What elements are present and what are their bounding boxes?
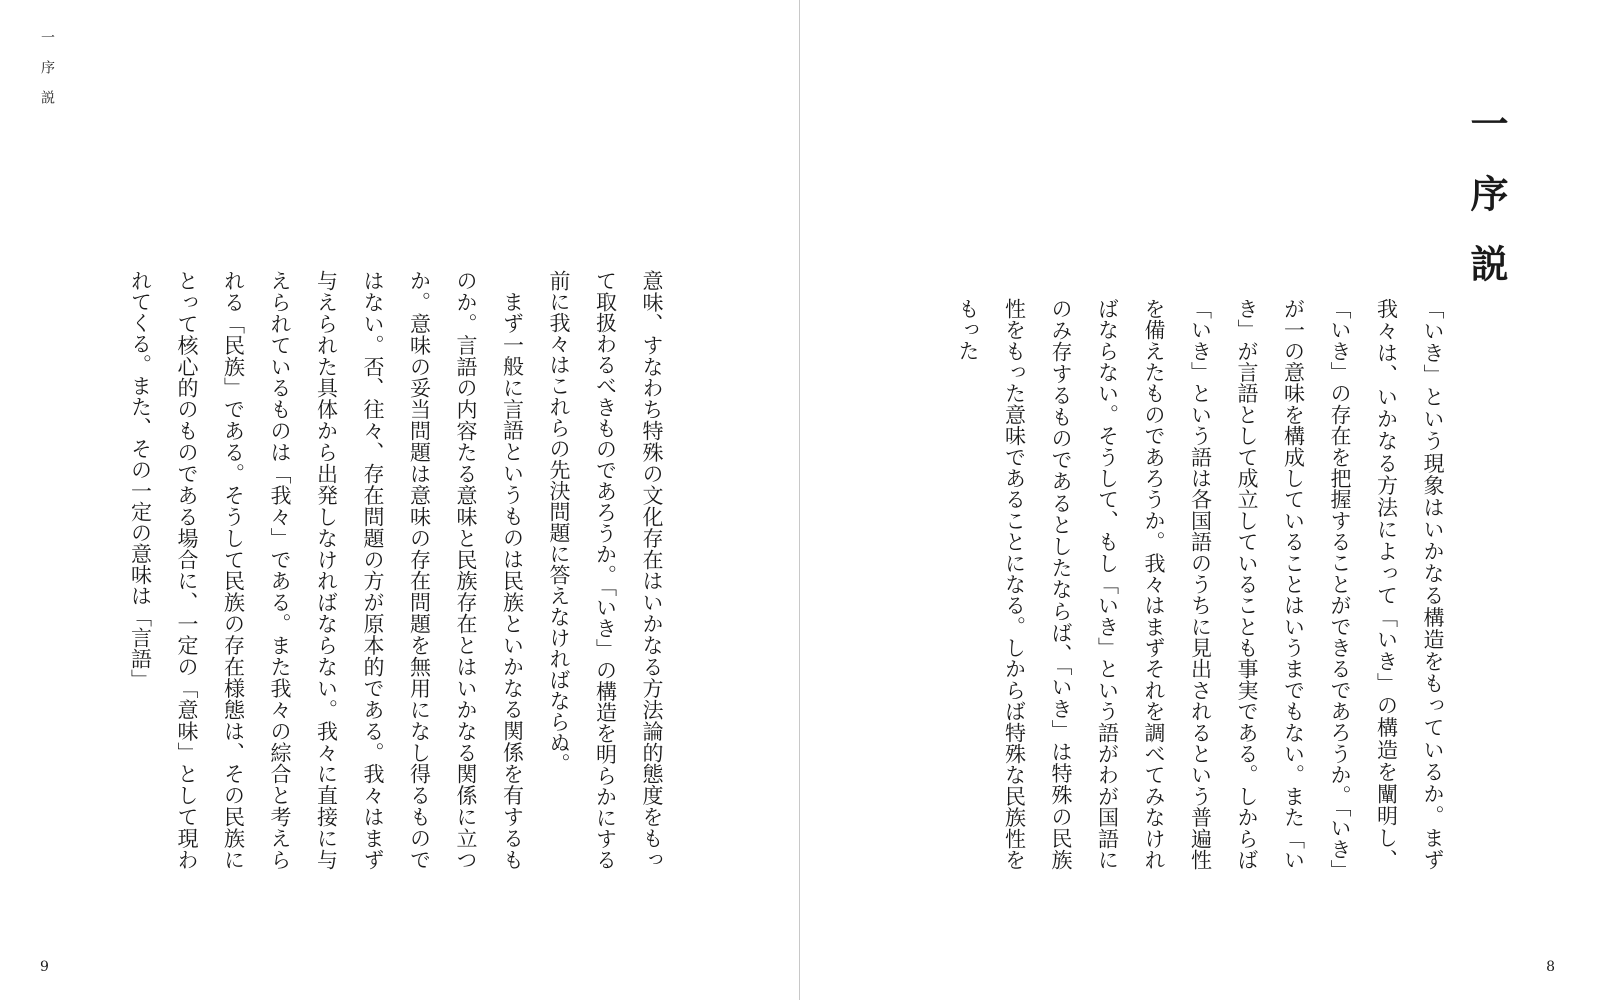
running-header: 一序説: [39, 30, 55, 120]
gutter-divider: [799, 0, 800, 1000]
chapter-title: 一序説: [1464, 104, 1509, 314]
left-page: [0, 0, 799, 1000]
page-number: 8: [1546, 959, 1555, 975]
right-page: [801, 0, 1600, 1000]
paragraph: 「いき」という現象はいかなる構造をもっているか。まず我々は、いかなる方法によって「いき」の構造を闡明し、「いき」の存在を把握することができるであろうか。「いき」が一の意味を構成していることはいうまでもない。また「いき」が言語として成立していることも事実である。しからば「いき」という語は各国語のうちに見出されるという普遍性を備えたものであろうか。我々はまずそれを調べてみなければならない。そうして、もし「いき」という語がわが国語にのみ存するものであるとしたならば、「いき」は特殊の民族性をもった意味であることになる。しからば特殊な民族性をもった: [956, 298, 1445, 871]
page-number: 9: [40, 959, 49, 975]
paragraph: 意味、すなわち特殊の文化存在はいかなる方法論的態度をもって取扱わるべきものであろうか。「いき」の構造を明らかにする前に我々はこれらの先決問題に答えなければならぬ。: [547, 270, 664, 870]
left-body-text: [115, 270, 675, 870]
right-body-text: [926, 298, 1456, 870]
paragraph: まず一般に言語というものは民族といかなる関係を有するものか。言語の内容たる意味と民族存在とはいかなる関係に立つか。意味の妥当問題は意味の存在問題を無用になし得るものではない。否、往々、存在問題の方が原本的である。我々はまず与えられた具体から出発しなければならない。我々に直接に与えられているものは「我々」である。また我々の綜合と考えられる「民族」である。そうして民族の存在様態は、その民族にとって核心的のものである場合に、一定の「意味」として現われてくる。また、その一定の意味は「言語」: [128, 270, 525, 871]
